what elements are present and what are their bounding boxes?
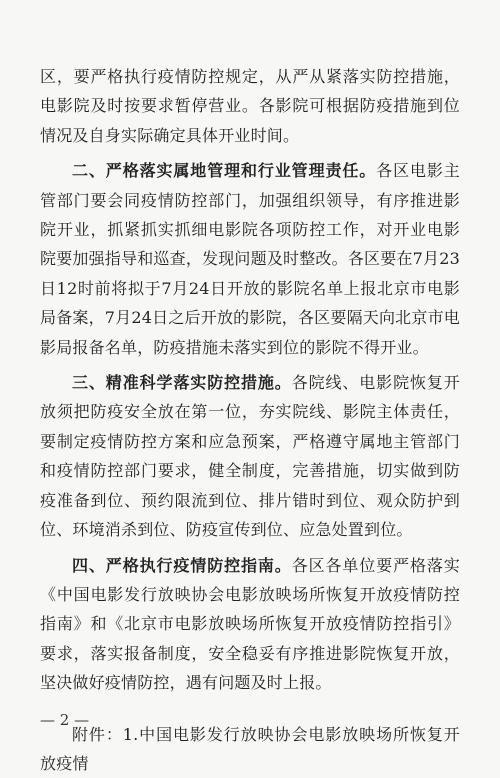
section-2-heading: 二、严格落实属地管理和行业管理责任。 — [72, 161, 377, 181]
document-body — [40, 62, 460, 778]
section-4 — [40, 551, 460, 698]
section-4-body: 各区各单位要严格落实《中国电影发行放映协会电影放映场所恢复开放疫情防控指南》和《北京市电影放映场所恢复开放疫情防控指引》要求，落实报备制度，安全稳妥有序推进影院恢复开放，坚决做好疫情防控，遇有问题及时上报。 — [40, 555, 460, 693]
section-2 — [40, 156, 460, 362]
paragraph-continuation: 区，要严格执行疫情防控规定，从严从紧落实防控措施，电影院及时按要求暂停营业。各影院可根据防疫措施到位情况及自身实际确定具体开业时间。 — [40, 67, 460, 145]
page-number: — 2 — — [40, 711, 90, 729]
section-2-body: 各区电影主管部门要会同疫情防控部门，加强组织领导，有序推进影院开业，抓紧抓实抓细电影院各项防控工作，对开业电影院要加强指导和巡查，发现问题及时整改。各区要在7月23日12时前将拟于7月24日开放的影院名单上报北京市电影局备案，7月24日之后开放的影院，各区要隔天向北京市电影局报备名单，防疫措施未落实到位的影院不得开业。 — [40, 161, 460, 357]
attachment-line: 附件：1.中国电影发行放映协会电影放映场所恢复开放疫情 — [40, 724, 460, 773]
section-4-heading: 四、严格执行疫情防控指南。 — [72, 555, 292, 575]
section-3-heading: 三、精准科学落实防控措施。 — [72, 373, 292, 393]
section-3 — [40, 368, 460, 544]
section-3-body: 各院线、电影院恢复开放须把防疫安全放在第一位，夯实院线、影院主体责任，要制定疫情防控方案和应急预案，严格遵守属地主管部门和疫情防控部门要求，健全制度，完善措施，切实做到防疫准备到位、预约限流到位、排片错时到位、观众防护到位、环境消杀到位、防疫宣传到位、应急处置到位。 — [40, 373, 460, 540]
